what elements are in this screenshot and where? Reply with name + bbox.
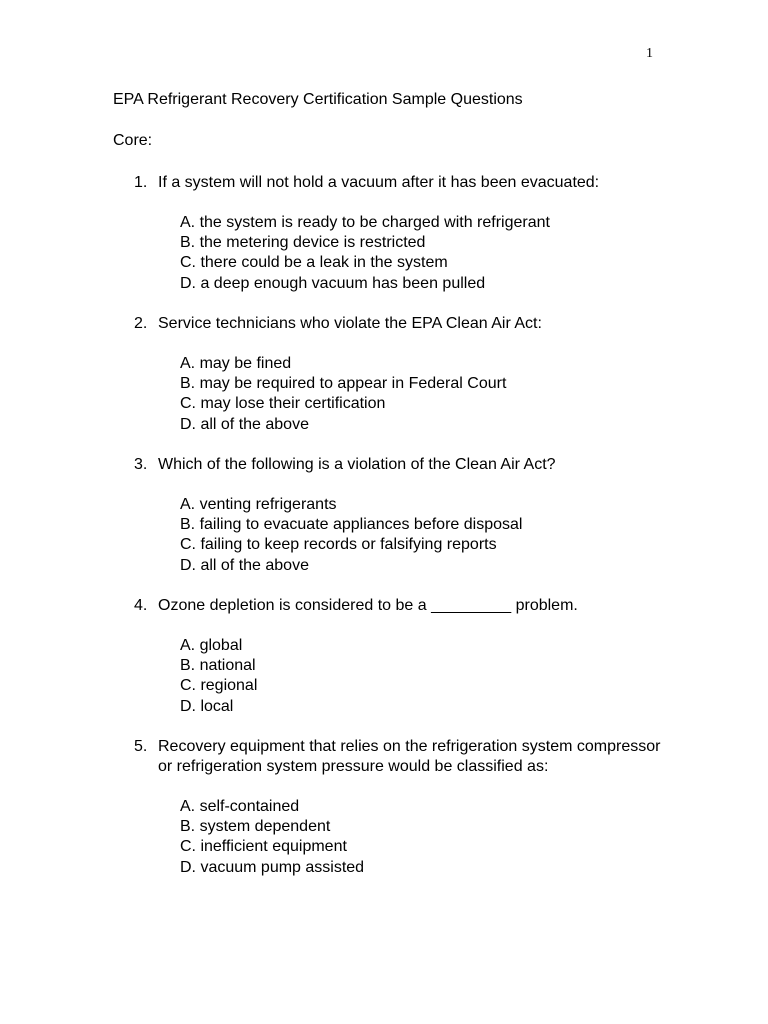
question-text: If a system will not hold a vacuum after it has been evacuated:	[158, 174, 600, 191]
answer-option: A. may be fined	[180, 355, 292, 372]
question-2	[134, 314, 694, 451]
answer-option: B. failing to evacuate appliances before disposal	[180, 516, 523, 534]
question-3	[134, 455, 694, 592]
answer-option: A. global	[180, 637, 243, 654]
question-number: 3.	[134, 456, 148, 473]
answer-options	[180, 495, 694, 576]
question-text: Which of the following is a violation of the Clean Air Act?	[158, 456, 556, 473]
answer-option: C. there could be a leak in the system	[180, 254, 448, 272]
document-title: EPA Refrigerant Recovery Certification Sample Questions	[113, 91, 523, 108]
answer-options	[180, 354, 694, 435]
answer-options	[180, 797, 674, 878]
question-1	[134, 173, 694, 310]
answer-option: B. the metering device is restricted	[180, 234, 426, 252]
answer-option: A. self-contained	[180, 798, 300, 815]
answer-option: D. local	[180, 697, 234, 715]
answer-option: C. inefficient equipment	[180, 838, 347, 856]
answer-option: D. a deep enough vacuum has been pulled	[180, 274, 486, 292]
answer-option: D. all of the above	[180, 556, 309, 574]
answer-option: D. vacuum pump assisted	[180, 858, 365, 876]
section-label: Core:	[113, 132, 153, 149]
question-stem	[134, 455, 694, 475]
question-stem	[134, 737, 674, 777]
answer-option: B. national	[180, 657, 256, 675]
question-text: Recovery equipment that relies on the refrigeration system compressor or refrigeration system pressure would be classified as:	[158, 738, 661, 775]
question-stem	[134, 596, 694, 616]
question-number: 4.	[134, 597, 148, 614]
question-text: Ozone depletion is considered to be a _________ problem.	[158, 597, 578, 614]
answer-option: A. the system is ready to be charged with refrigerant	[180, 214, 550, 231]
page-number: 1	[646, 46, 653, 61]
answer-options	[180, 213, 694, 294]
question-stem	[134, 173, 694, 193]
question-text: Service technicians who violate the EPA Clean Air Act:	[158, 315, 542, 332]
question-5	[134, 737, 674, 894]
answer-options	[180, 636, 694, 717]
question-number: 2.	[134, 315, 148, 332]
answer-option: B. may be required to appear in Federal Court	[180, 375, 507, 393]
answer-option: A. venting refrigerants	[180, 496, 337, 513]
answer-option: D. all of the above	[180, 415, 309, 433]
question-4	[134, 596, 694, 733]
question-number: 1.	[134, 174, 148, 191]
answer-option: C. may lose their certification	[180, 395, 386, 413]
question-number: 5.	[134, 738, 148, 755]
answer-option: C. failing to keep records or falsifying reports	[180, 536, 497, 554]
answer-option: B. system dependent	[180, 818, 331, 836]
question-stem	[134, 314, 694, 334]
answer-option: C. regional	[180, 677, 258, 695]
